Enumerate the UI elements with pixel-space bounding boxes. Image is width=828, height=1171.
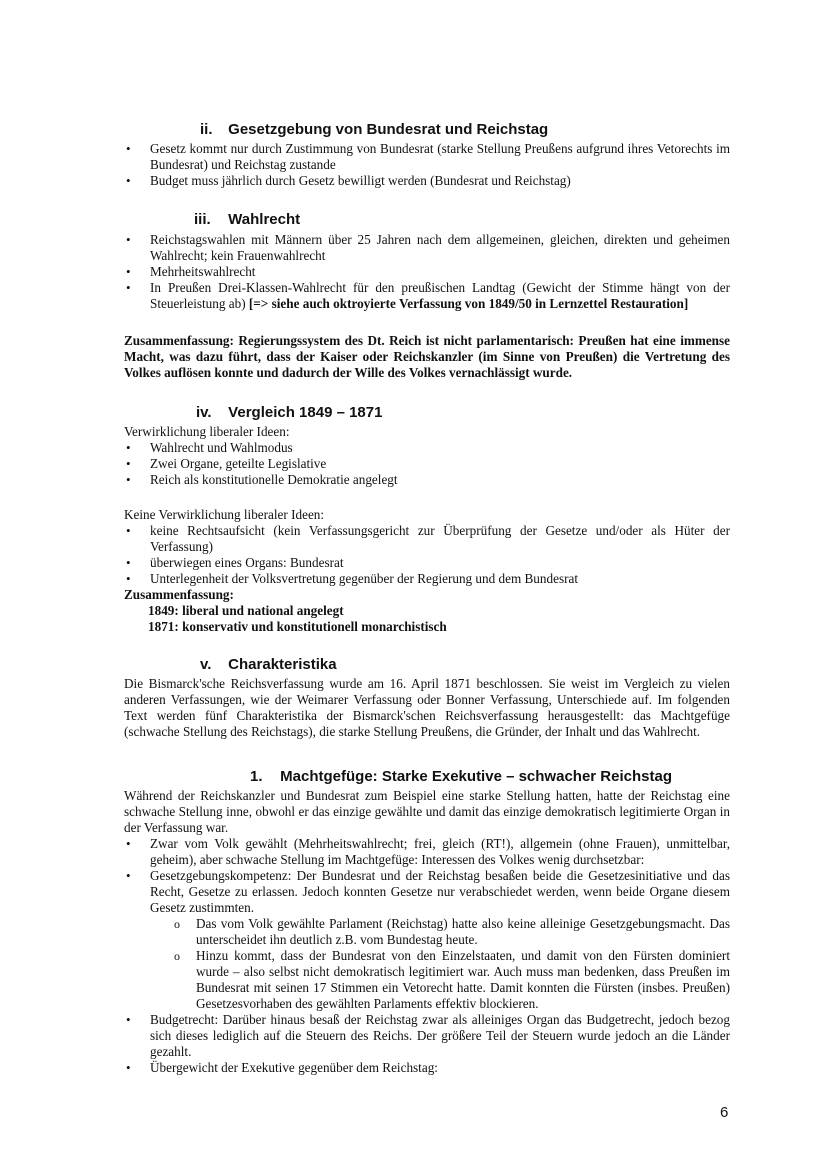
summary-1849: 1849: liberal und national angelegt: [148, 603, 344, 618]
heading-vergleich: iv. Vergleich 1849 – 1871: [196, 404, 383, 421]
list-item: • Gesetz kommt nur durch Zustimmung von Bundesrat (starke Stellung Preußens aufgrund ihres Vetorechts im Bundesrat) und Reichstag zustande: [124, 141, 730, 173]
list-item: • Reichstagswahlen mit Männern über 25 Jahren nach dem allgemeinen, gleichen, direkten und geheimen Wahlrecht; kein Frauenwahlrecht: [124, 232, 730, 264]
heading-machtgefuege: 1. Machtgefüge: Starke Exekutive – schwacher Reichstag: [250, 768, 672, 785]
paragraph-charakteristika: Die Bismarck'sche Reichsverfassung wurde am 16. April 1871 beschlossen. Sie weist im Vergleich zu vielen anderen Verfassungen, wie der Weimarer Verfassung oder Bonner Verfassung, Unterschiede auf. Im folgenden Text werden fünf Charakteristika der Bismarck'schen Reichsverfassung herausgestellt: das Machtgefüge (schwache Stellung des Reichstags), die starke Stellung Preußens, die Gründer, der Inhalt und das Wahlrecht.: [124, 676, 730, 739]
list-wahlrecht: [124, 232, 730, 312]
list-item: • Übergewicht der Exekutive gegenüber dem Reichstag:: [124, 1060, 730, 1076]
list-item: • Gesetzgebungskompetenz: Der Bundesrat und der Reichstag besaßen beide die Gesetzesinitiative und das Recht, Gesetze zu erlassen. Jedoch konnten Gesetze nur verabschiedet werden, wenn beide Organe diesem Gesetz zustimmten.: [124, 868, 730, 916]
list-machtgefuege: [124, 836, 730, 1076]
heading-charakteristika: v. Charakteristika: [200, 656, 337, 673]
heading-wahlrecht: iii. Wahlrecht: [194, 211, 301, 228]
summary-1871: 1871: konservativ und konstitutionell monarchistisch: [148, 619, 447, 634]
list-item: • keine Rechtsaufsicht (kein Verfassungsgericht zur Überprüfung der Gesetze und/oder als Hüter der Verfassung): [124, 523, 730, 555]
list-gesetzgebung: [124, 141, 730, 189]
list-item: • Reich als konstitutionelle Demokratie angelegt: [124, 472, 730, 488]
list-item: • Mehrheitswahlrecht: [124, 264, 730, 280]
intro-keine-verwirklichung: Keine Verwirklichung liberaler Ideen:: [124, 507, 325, 522]
summary-wahlrecht: Zusammenfassung: Regierungssystem des Dt. Reich ist nicht parlamentarisch: Preußen hat eine immense Macht, was dazu führt, dass der Kaiser oder Reichskanzler (im Sinne von Preußen) die Vertretung des Volkes auflösen konnte und dadurch der Wille des Volkes vernachlässigt wurde.: [124, 333, 730, 380]
vergleich-nicht-liberal: [124, 507, 730, 635]
list-item: • Budgetrecht: Darüber hinaus besaß der Reichstag zwar als alleiniges Organ das Budgetrecht, jedoch bezog sich dieses lediglich auf die Steuern des Reichs. Der größere Teil der Steuern wurde jedoch an die Länder gezahlt.: [124, 1012, 730, 1060]
list-item: • Unterlegenheit der Volksvertretung gegenüber der Regierung und dem Bundesrat: [124, 571, 730, 587]
paragraph-machtgefuege: Während der Reichskanzler und Bundesrat zum Beispiel eine starke Stellung hatten, hatte der Reichstag eine schwache Stellung inne, obwohl er das einzige gewählte und damit das einzige demokratisch legitimierte Organ in der Verfassung war.: [124, 788, 730, 835]
list-item: • Zwei Organe, geteilte Legislative: [124, 456, 730, 472]
list-item: • überwiegen eines Organs: Bundesrat: [124, 555, 730, 571]
sub-list-item: o Hinzu kommt, dass der Bundesrat von den Einzelstaaten, und damit von den Fürsten dominiert wurde – also selbst nicht demokratisch legitimiert war. Auch muss man bedenken, dass Preußen im Bundesrat mit seinen 17 Stimmen ein Vetorecht hatte. Damit konnten die Fürsten (insbes. Preußen) Gesetzesvorhaben des gewählten Parlaments effektiv blockieren.: [124, 948, 730, 1012]
sub-list-item: o Das vom Volk gewählte Parlament (Reichstag) hatte also keine alleinige Gesetzgebungsmacht. Das unterscheidet ihn deutlich z.B. vom Bundestag heute.: [124, 916, 730, 948]
heading-gesetzgebung: ii. Gesetzgebung von Bundesrat und Reichstag: [200, 121, 549, 138]
summary-label: Zusammenfassung:: [124, 587, 234, 602]
list-item: • Wahlrecht und Wahlmodus: [124, 440, 730, 456]
page-number: 6: [720, 1104, 729, 1121]
vergleich-liberal: [124, 424, 730, 488]
list-item: • Zwar vom Volk gewählt (Mehrheitswahlrecht; frei, gleich (RT!), allgemein (ohne Frauen), unmittelbar, geheim), aber schwache Stellung im Machtgefüge: Interessen des Volkes wenig durchsetzbar:: [124, 836, 730, 868]
intro-verwirklichung: Verwirklichung liberaler Ideen:: [124, 424, 290, 439]
list-item: • In Preußen Drei-Klassen-Wahlrecht für den preußischen Landtag (Gewicht der Stimme hängt von der Steuerleistung ab) [=> siehe auch oktroyierte Verfassung von 1849/50 in Lernzettel Restauration]: [124, 280, 730, 312]
list-item: • Budget muss jährlich durch Gesetz bewilligt werden (Bundesrat und Reichstag): [124, 173, 730, 189]
